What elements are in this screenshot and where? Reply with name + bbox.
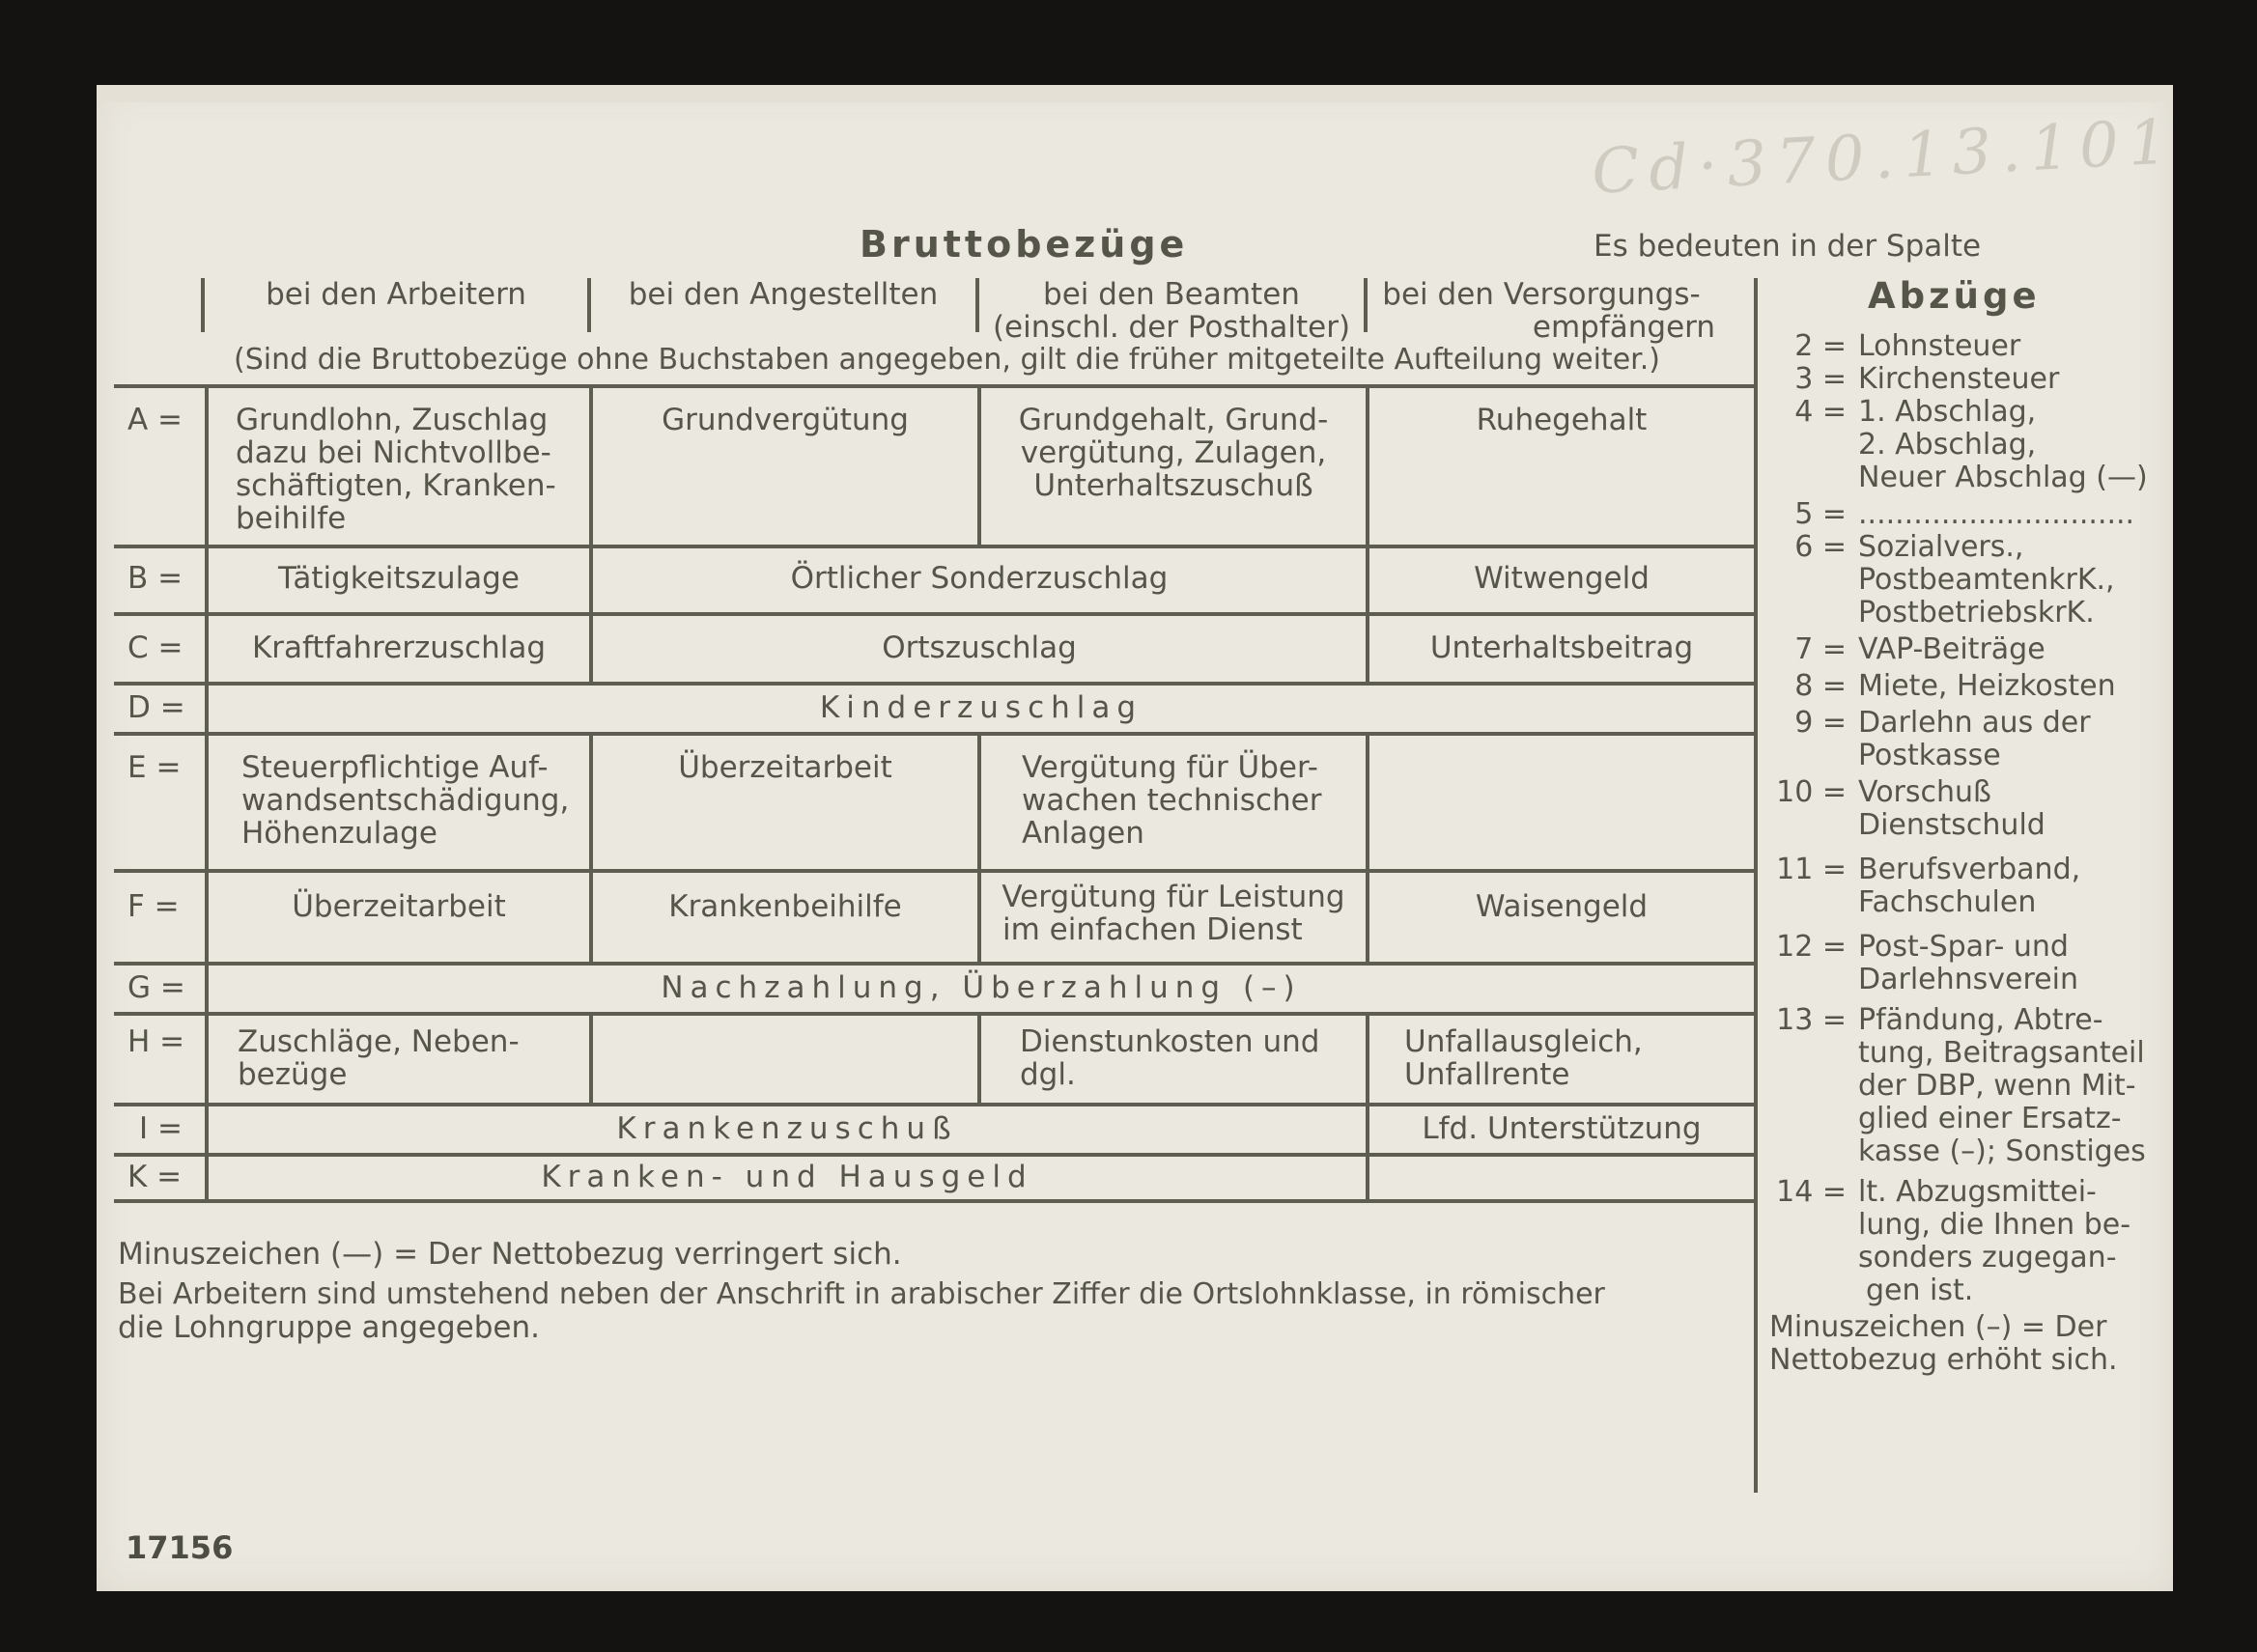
- cell-line: Grundgehalt, Grund-: [1018, 403, 1329, 437]
- cell-a-arbeiter: [236, 404, 556, 535]
- cell-divider: [1366, 732, 1369, 962]
- item-line: Vorschuß: [1858, 775, 1991, 809]
- row-label-e: E =: [127, 750, 182, 785]
- item-line: Lohnsteuer: [1858, 329, 2021, 363]
- cell-f-beamte: [981, 881, 1366, 946]
- item-num: 4 =: [1794, 395, 1847, 429]
- cell-line: wachen technischer: [1022, 783, 1322, 818]
- item-line: Neuer Abschlag (—): [1858, 461, 2148, 494]
- abzuege-item: [1769, 776, 2148, 842]
- abzuege-footer-line: Nettobezug erhöht sich.: [1769, 1343, 2118, 1377]
- cell-b-versorgung: Witwengeld: [1474, 561, 1650, 596]
- cell-k-merged: Kranken- und Hausgeld: [541, 1160, 1033, 1194]
- cell-line: Unterhaltszuschuß: [1033, 468, 1313, 503]
- cell-g-merged: Nachzahlung, Überzahlung (–): [661, 970, 1302, 1005]
- item-line: gen ist.: [1866, 1274, 1974, 1307]
- table-line: [114, 1199, 1756, 1203]
- cell-d-merged: Kinderzuschlag: [819, 690, 1143, 725]
- item-line: lt. Abzugsmittei-: [1858, 1175, 2097, 1209]
- abzuege-item: [1769, 707, 2148, 772]
- row-label-i: I =: [139, 1111, 183, 1146]
- cell-line: Steuerpflichtige Auf-: [241, 750, 549, 785]
- item-line: Darlehnsverein: [1858, 963, 2078, 996]
- item-num: 10 =: [1776, 775, 1847, 809]
- cell-i-versorgung: Lfd. Unterstützung: [1422, 1111, 1702, 1146]
- row-label-f: F =: [127, 889, 180, 924]
- item-line: Dienstschuld: [1858, 808, 2045, 842]
- abzuege-separator: [1754, 278, 1758, 1493]
- abzuege-item: [1769, 931, 2148, 996]
- title-bruttobezuege: Bruttobezüge: [860, 223, 1189, 266]
- col-header-arbeiter: [205, 278, 587, 311]
- cell-line: Grundlohn, Zuschlag: [236, 403, 549, 437]
- item-num: 13 =: [1776, 1003, 1847, 1037]
- item-num: 9 =: [1794, 706, 1847, 740]
- item-line: PostbetriebskrK.: [1858, 596, 2095, 630]
- row-label-b: B =: [127, 561, 183, 596]
- abzuege-item: [1769, 854, 2148, 919]
- item-line: 2. Abschlag,: [1858, 428, 2037, 462]
- cell-e-angestellte: Überzeitarbeit: [678, 750, 892, 785]
- table-line: [114, 682, 1756, 686]
- footnote-minus: Minuszeichen (—) = Der Nettobezug verringert sich.: [118, 1237, 902, 1272]
- table-line: [114, 545, 1756, 548]
- footnote-arbeiter: Bei Arbeitern sind umstehend neben der Anschrift in arabischer Ziffer die Ortslohnklasse, in römischer: [118, 1277, 1605, 1311]
- abzuege-list: [1769, 330, 2148, 1377]
- cell-b-merged: Örtlicher Sonderzuschlag: [790, 561, 1169, 596]
- item-line: der DBP, wenn Mit-: [1858, 1069, 2136, 1103]
- item-line: ..............................: [1858, 497, 2135, 531]
- cell-c-merged: Ortszuschlag: [882, 630, 1077, 665]
- cell-a-versorgung: Ruhegehalt: [1476, 403, 1648, 437]
- abzuege-footer-line: Minuszeichen (–) = Der: [1769, 1310, 2107, 1344]
- col-header-text: bei den Arbeitern: [266, 277, 526, 312]
- abzuege-item: [1769, 498, 2148, 531]
- cell-line: Dienstunkosten und: [1020, 1024, 1320, 1059]
- item-line: PostbeamtenkrK.,: [1858, 563, 2115, 597]
- row-label-g: G =: [127, 970, 185, 1005]
- handwritten-reference: Cd·370.13.101: [1590, 106, 2180, 209]
- abzuege-footer: [1769, 1311, 2148, 1377]
- cell-c-arbeiter: Kraftfahrerzuschlag: [251, 630, 547, 665]
- table-line: [114, 1012, 1756, 1016]
- table-line: [114, 962, 1756, 966]
- cell-h-versorgung: [1404, 1025, 1643, 1091]
- row-label-c: C =: [127, 630, 183, 665]
- col-header-versorgung: [1368, 278, 1715, 344]
- item-line: Fachschulen: [1858, 885, 2037, 919]
- cell-c-versorgung: Unterhaltsbeitrag: [1429, 630, 1694, 665]
- cell-line: Vergütung für Leistung: [1002, 880, 1345, 914]
- cell-line: Unfallrente: [1404, 1057, 1570, 1092]
- cell-divider: [977, 1012, 981, 1103]
- item-num: 5 =: [1794, 497, 1847, 531]
- table-line: [114, 1153, 1756, 1157]
- item-line: Berufsverband,: [1858, 853, 2081, 886]
- cell-line: dazu bei Nichtvollbe-: [236, 435, 551, 470]
- item-num: 14 =: [1776, 1175, 1847, 1209]
- cell-line: beihilfe: [236, 501, 347, 536]
- col-header-text: empfängern: [1532, 310, 1715, 345]
- cell-line: schäftigten, Kranken-: [236, 468, 556, 503]
- row-label-d: D =: [127, 690, 185, 725]
- cell-line: Anlagen: [1022, 816, 1144, 851]
- item-num: 6 =: [1794, 530, 1847, 564]
- item-line: Postkasse: [1858, 739, 2001, 772]
- cell-line: dgl.: [1020, 1057, 1076, 1092]
- col-header-text: bei den Angestellten: [628, 277, 939, 312]
- cell-line: Zuschläge, Neben-: [238, 1024, 520, 1059]
- item-line: lung, die Ihnen be-: [1858, 1208, 2131, 1242]
- abzuege-item: [1769, 633, 2148, 666]
- cell-i-merged: Krankenzuschuß: [616, 1111, 958, 1146]
- cell-line: im einfachen Dienst: [1002, 912, 1303, 947]
- cell-f-versorgung: Waisengeld: [1475, 889, 1649, 924]
- cell-h-beamte: [1020, 1025, 1319, 1091]
- cell-line: vergütung, Zulagen,: [1020, 435, 1327, 470]
- item-num: 8 =: [1794, 669, 1847, 703]
- cell-divider: [589, 1012, 593, 1103]
- row-label-h: H =: [127, 1024, 185, 1059]
- item-line: Darlehn aus der: [1858, 706, 2091, 740]
- abzuege-title: Abzüge: [1868, 275, 2041, 317]
- cell-a-angestellte: Grundvergütung: [662, 403, 909, 437]
- item-num: 12 =: [1776, 930, 1847, 964]
- item-line: Miete, Heizkosten: [1858, 669, 2116, 703]
- cell-b-arbeiter: Tätigkeitszulage: [278, 561, 520, 596]
- table-line: [114, 384, 1756, 388]
- abzuege-item: [1769, 396, 2148, 494]
- footnote-arbeiter-cont: die Lohngruppe angegeben.: [118, 1310, 540, 1345]
- abzuege-item: [1769, 330, 2148, 363]
- col-header-beamte: [979, 278, 1364, 344]
- item-line: Pfändung, Abtre-: [1858, 1003, 2103, 1037]
- item-line: 1. Abschlag,: [1858, 395, 2037, 429]
- cell-e-beamte: [1022, 751, 1321, 850]
- item-line: Sozialvers.,: [1858, 530, 2024, 564]
- abzuege-item: [1769, 1176, 2148, 1307]
- cell-line: Vergütung für Über-: [1022, 750, 1318, 785]
- label-column-line: [205, 384, 209, 1203]
- item-line: Kirchensteuer: [1858, 362, 2060, 396]
- cell-a-beamte: [981, 404, 1366, 502]
- subnote: (Sind die Bruttobezüge ohne Buchstaben angegeben, gilt die früher mitgeteilte Aufteilung weiter.): [234, 343, 1660, 377]
- table-line: [114, 732, 1756, 736]
- col-header-angestellte: [591, 278, 975, 311]
- abzuege-item: [1769, 1004, 2148, 1168]
- item-line: tung, Beitragsanteil: [1858, 1036, 2145, 1070]
- item-num: 3 =: [1794, 362, 1847, 396]
- item-line: glied einer Ersatz-: [1858, 1102, 2122, 1135]
- row-label-a: A =: [127, 403, 183, 437]
- cell-line: Unfallausgleich,: [1404, 1024, 1643, 1059]
- cell-line: Höhenzulage: [241, 816, 437, 851]
- cell-divider: [1366, 1012, 1369, 1103]
- abzuege-item: [1769, 531, 2148, 630]
- item-line: sonders zugegan-: [1858, 1241, 2117, 1274]
- cell-e-arbeiter: [241, 751, 569, 850]
- cell-line: wandsentschädigung,: [241, 783, 570, 818]
- abzuege-item: [1769, 363, 2148, 396]
- serial-number: 17156: [126, 1529, 234, 1566]
- cell-h-arbeiter: [238, 1025, 520, 1091]
- table-line: [114, 612, 1756, 616]
- note-right: Es bedeuten in der Spalte: [1594, 229, 1982, 264]
- cell-f-arbeiter: Überzeitarbeit: [292, 889, 506, 924]
- cell-f-angestellte: Krankenbeihilfe: [668, 889, 902, 924]
- form-card: [97, 85, 2180, 1591]
- table-line: [114, 869, 1756, 873]
- col-header-text: (einschl. der Posthalter): [992, 310, 1351, 345]
- item-line: kasse (–); Sonstiges: [1858, 1134, 2146, 1168]
- item-num: 7 =: [1794, 632, 1847, 666]
- abzuege-item: [1769, 670, 2148, 703]
- table-line: [114, 1103, 1756, 1106]
- col-header-text: bei den Versorgungs-: [1382, 277, 1701, 312]
- cell-line: bezüge: [238, 1057, 348, 1092]
- item-line: VAP-Beiträge: [1858, 632, 2045, 666]
- col-header-text: bei den Beamten: [1043, 277, 1300, 312]
- item-line: Post-Spar- und: [1858, 930, 2069, 964]
- item-num: 2 =: [1794, 329, 1847, 363]
- item-num: 11 =: [1776, 853, 1847, 886]
- row-label-k: K =: [127, 1160, 183, 1194]
